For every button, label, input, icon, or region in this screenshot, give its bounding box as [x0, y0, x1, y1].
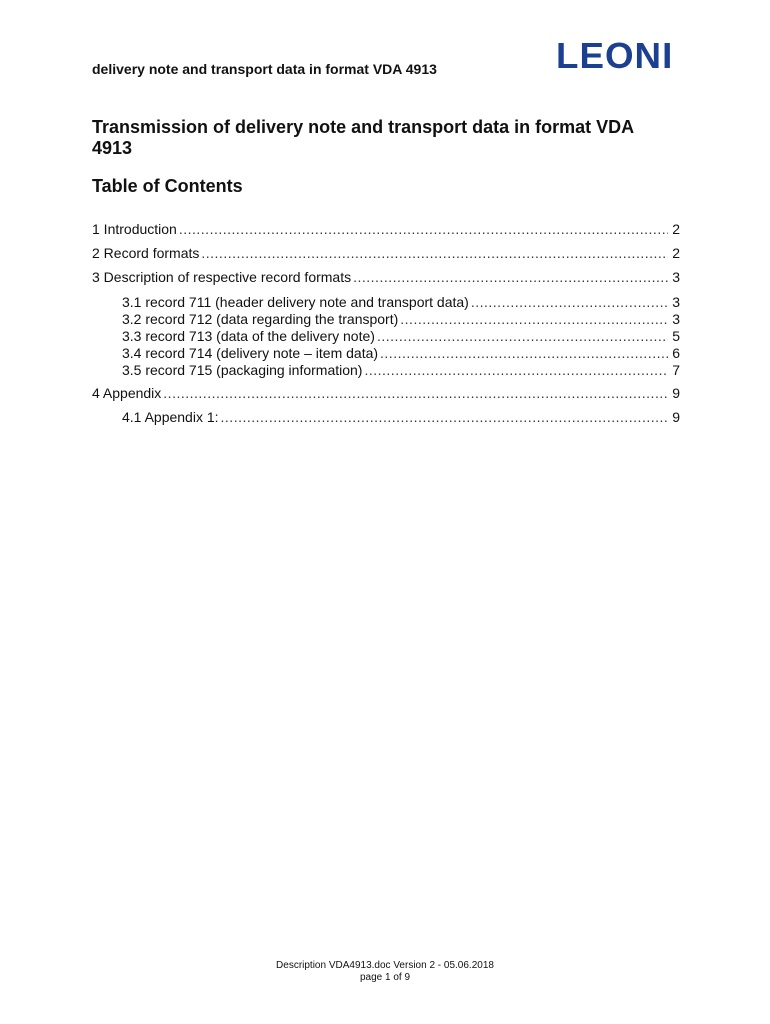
- toc-entry-page: 9: [672, 385, 680, 401]
- toc-entry-page: 2: [672, 245, 680, 261]
- footer-page-number: page 1 of 9: [359, 972, 411, 983]
- toc-dot-leader: [400, 310, 668, 328]
- toc-entry-page: 5: [672, 328, 680, 344]
- toc-entry-description[interactable]: [92, 268, 680, 286]
- toc-entry-label: 4.1 Appendix 1:: [122, 409, 219, 425]
- toc-entry-label: 1 Introduction: [92, 221, 177, 237]
- toc-dot-leader: [471, 293, 668, 311]
- toc-entry-record-formats[interactable]: [92, 244, 680, 262]
- toc-entry-appendix[interactable]: [92, 384, 680, 402]
- toc-entry-page: 7: [672, 362, 680, 378]
- toc-entry-label: 3 Description of respective record formats: [92, 269, 352, 285]
- toc-entry-record-713[interactable]: [122, 327, 680, 345]
- toc-entry-label: 3.2 record 712 (data regarding the transport): [122, 311, 399, 327]
- document-title: Transmission of delivery note and transport data in format VDA 4913: [92, 117, 634, 158]
- toc-entry-label: 2 Record formats: [92, 245, 200, 261]
- toc-entry-record-711[interactable]: [122, 293, 680, 311]
- toc-heading: Table of Contents: [92, 176, 243, 196]
- toc-entry-page: 3: [672, 311, 680, 327]
- toc-entry-label: 3.3 record 713 (data of the delivery note): [122, 328, 375, 344]
- footer-document-info: Description VDA4913.doc Version 2 - 05.06.2018: [276, 960, 494, 971]
- page-footer: [0, 960, 770, 984]
- leoni-logo: LEONI: [556, 35, 674, 76]
- toc-entry-page: 6: [672, 345, 680, 361]
- toc-dot-leader: [377, 327, 668, 345]
- toc-entry-label: 3.1 record 711 (header delivery note and transport data): [122, 294, 469, 310]
- toc-dot-leader: [221, 408, 669, 426]
- toc-dot-leader: [364, 361, 668, 379]
- toc-dot-leader: [201, 244, 668, 262]
- toc-entry-record-714[interactable]: [122, 344, 680, 362]
- toc-entry-label: 3.4 record 714 (delivery note – item data): [122, 345, 379, 361]
- toc-entry-record-712[interactable]: [122, 310, 680, 328]
- toc-entry-label: 4 Appendix: [92, 385, 162, 401]
- toc-entry-page: 2: [672, 221, 680, 237]
- running-header-title: delivery note and transport data in format VDA 4913: [92, 61, 437, 77]
- toc-entry-introduction[interactable]: [92, 220, 680, 238]
- toc-entry-page: 3: [672, 269, 680, 285]
- toc-entry-appendix-1[interactable]: [122, 408, 680, 426]
- toc-entry-page: 9: [672, 409, 680, 425]
- toc-dot-leader: [380, 344, 668, 362]
- toc-dot-leader: [353, 268, 668, 286]
- toc-entry-page: 3: [672, 294, 680, 310]
- toc-entry-label: 3.5 record 715 (packaging information): [122, 362, 363, 378]
- toc-dot-leader: [163, 384, 668, 402]
- toc-entry-record-715[interactable]: [122, 361, 680, 379]
- toc-dot-leader: [179, 220, 668, 238]
